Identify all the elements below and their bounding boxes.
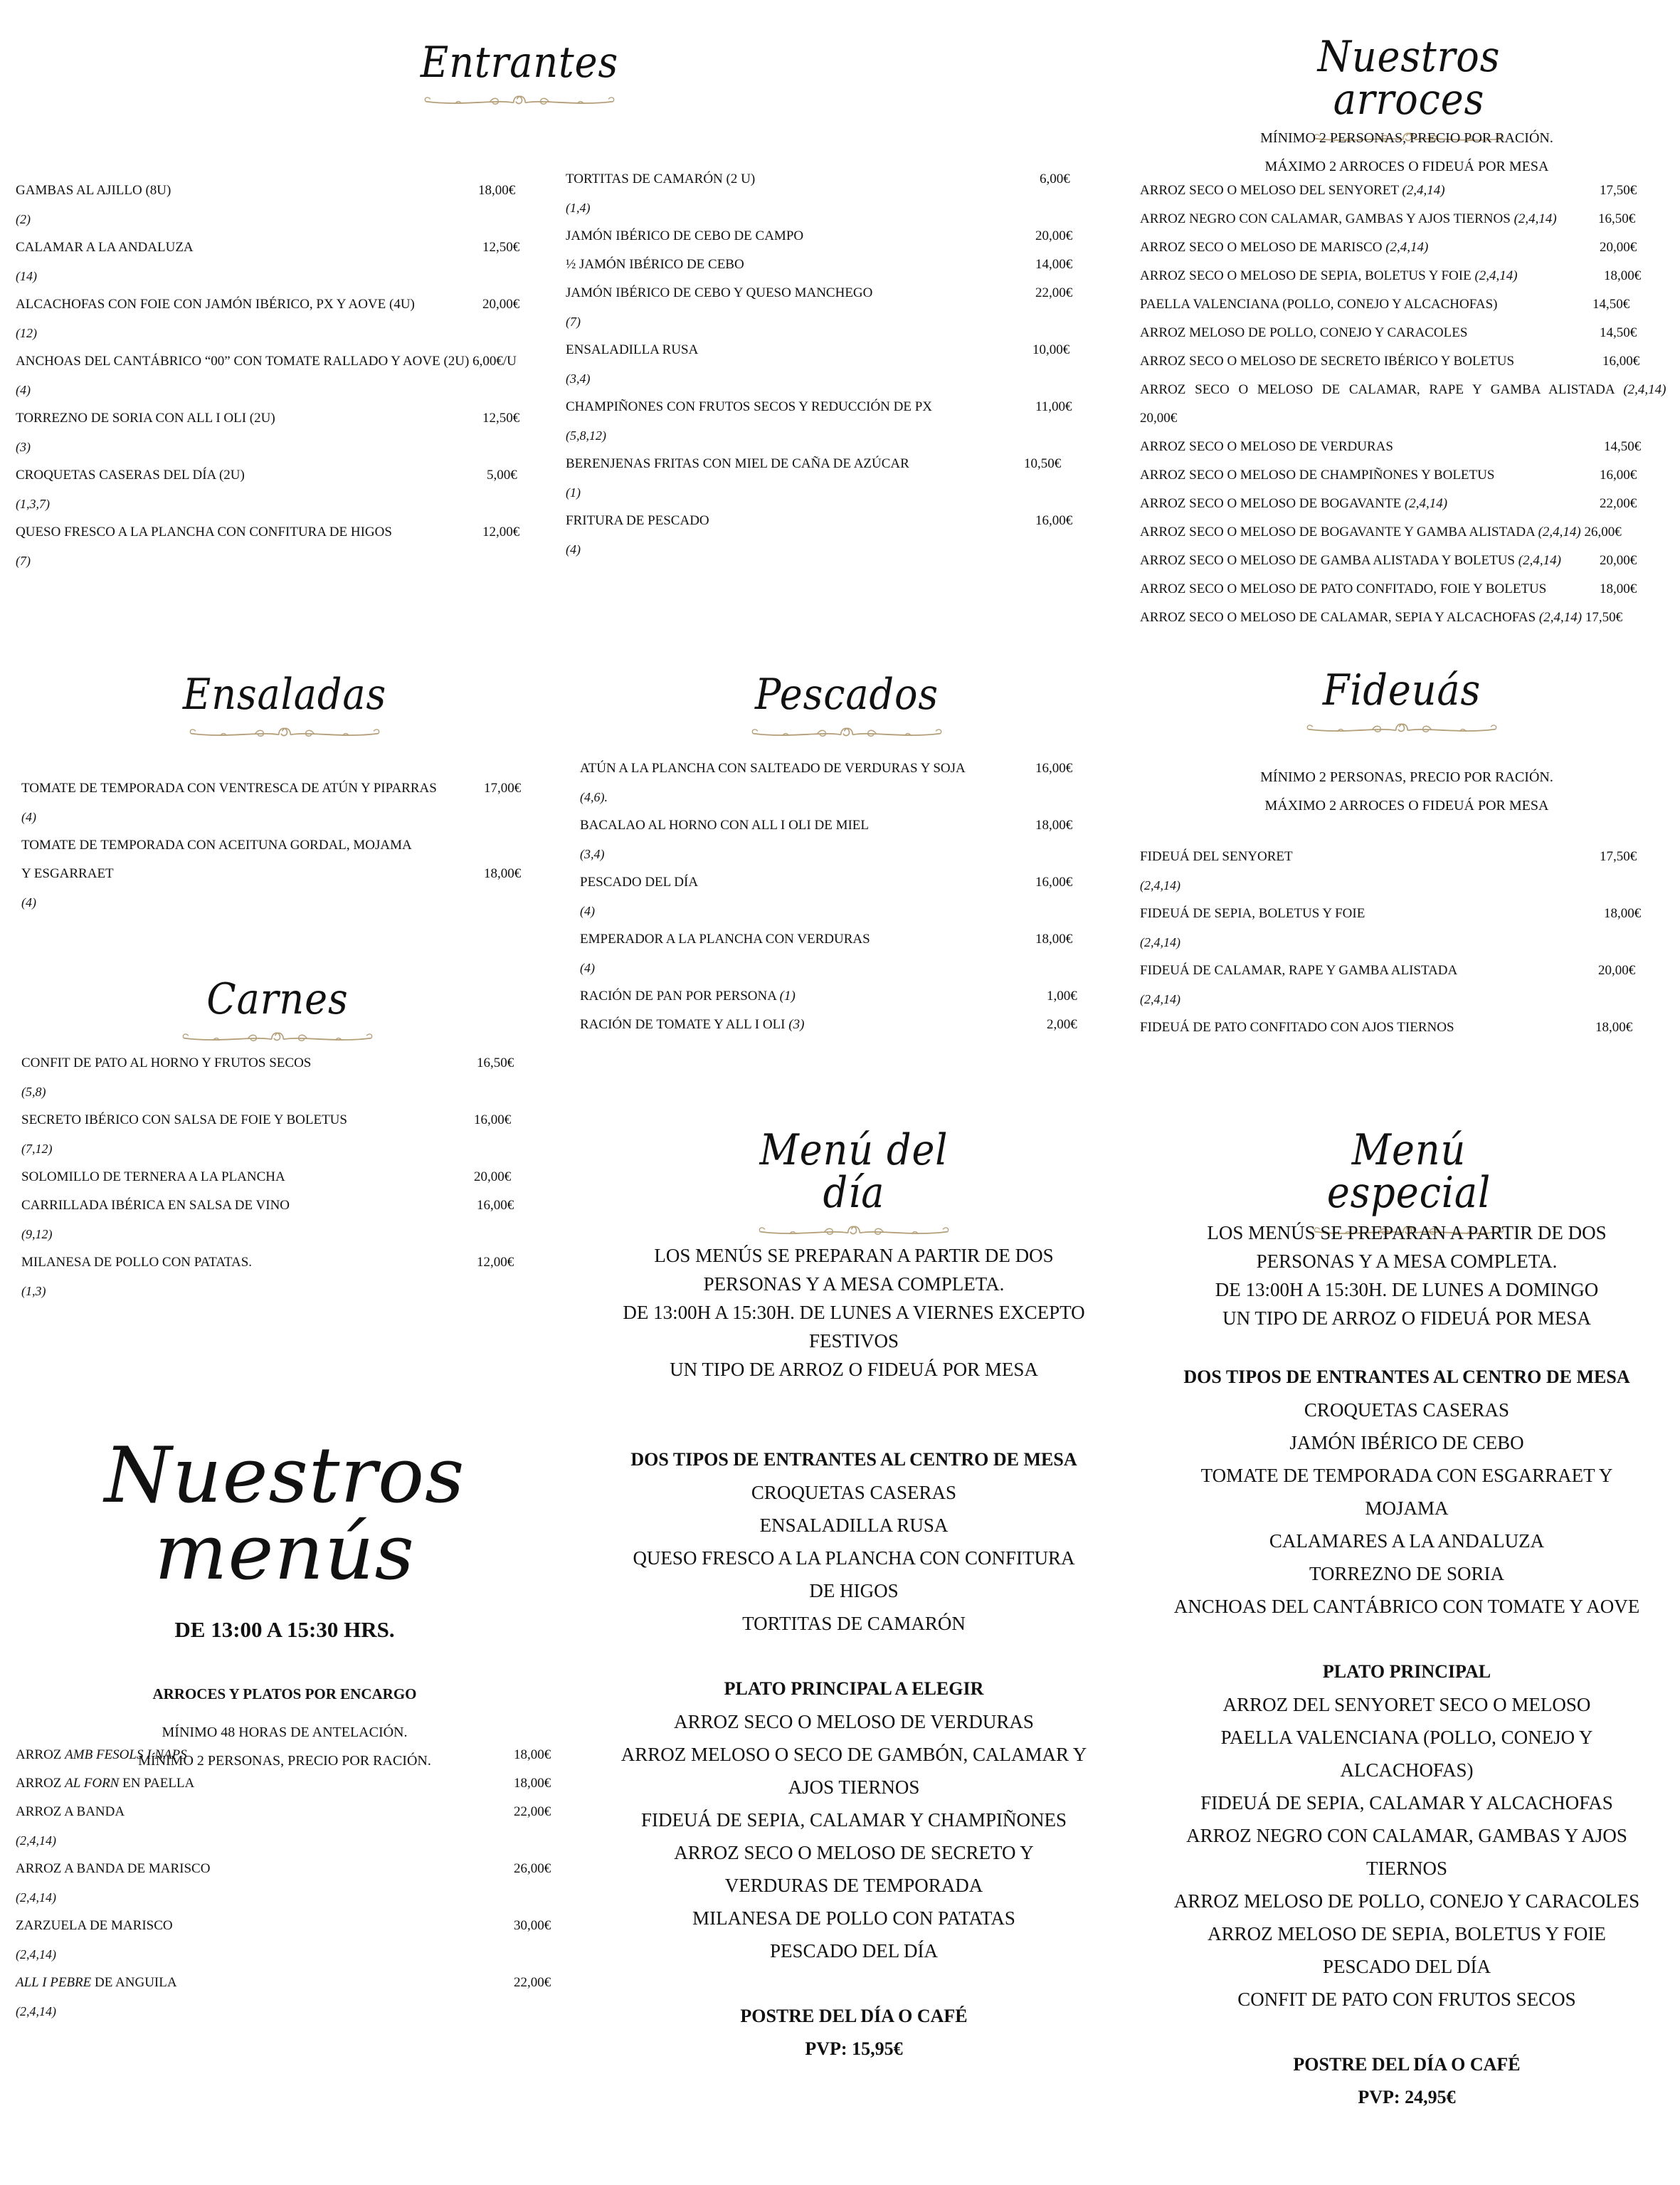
- menu-dia-title: Menú del día: [759, 1125, 949, 1218]
- nuestros-menus-hours: DE 13:00 A 15:30 HRS.: [174, 1617, 395, 1642]
- menu-especial-title: Menú especial: [1326, 1125, 1491, 1218]
- allergens: (2,4,14): [16, 1890, 56, 1905]
- allergens: (4): [580, 961, 595, 975]
- menu-item: ARROZ SECO O MELOSO DE CHAMPIÑONES Y BOLETUS 16,00€: [1140, 468, 1637, 483]
- menu-especial-body: LOS MENÚS SE PREPARAN A PARTIR DE DOS PERSONAS Y A MESA COMPLETA. DE 13:00H A 15:30H. DE LUNES A DOMINGO UN TIPO DE ARROZ O FIDEUÁ POR MESA DOS TIPOS DE ENTRANTES AL CENTRO DE MESA CROQUETAS CASERAS JAMÓN IBÉRICO DE CEBO TOMATE DE TEMPORADA CON ESGARRAET Y MOJAMA CALAMARES A LA ANDALUZA TORREZNO DE SORIA ANCHOAS DEL CANTÁBRICO CON TOMATE Y AOVE PLATO PRINCIPAL ARROZ DEL SENYORET SECO O MELOSO PAELLA VALENCIANA (POLLO, CONEJO Y ALCACHOFAS) FIDEUÁ DE SEPIA, CALAMAR Y ALCACHOFAS ARROZ NEGRO CON CALAMAR, GAMBAS Y AJOS TIERNOS ARROZ MELOSO DE POLLO, CONEJO Y CARACOLES ARROZ MELOSO DE SEPIA, BOLETUS Y FOIE PESCADO DEL DÍA CONFIT DE PATO CON FRUTOS SECOS POSTRE DEL DÍA O CAFÉ PVP: 24,95€: [1140, 1218, 1674, 2114]
- allergens: (4): [21, 895, 36, 910]
- menu-item: QUESO FRESCO A LA PLANCHA CON CONFITURA DE HIGOS 12,00€: [16, 525, 520, 539]
- menu-item: ARROZ MELOSO DE POLLO, CONEJO Y CARACOLES 14,50€: [1140, 325, 1637, 340]
- menu-item: ARROZ SECO O MELOSO DE CALAMAR, SEPIA Y ALCACHOFAS (2,4,14) 17,50€: [1140, 610, 1623, 625]
- menu-item: CHAMPIÑONES CON FRUTOS SECOS Y REDUCCIÓN DE PX 11,00€: [566, 399, 1072, 414]
- entrantes-col1: [16, 177, 542, 575]
- menu-item: ARROZ SECO O MELOSO DE BOGAVANTE (2,4,14) 22,00€: [1140, 496, 1637, 511]
- menu-item: ATÚN A LA PLANCHA CON SALTEADO DE VERDURAS Y SOJA 16,00€: [580, 761, 1073, 776]
- carnes-list: [21, 1049, 548, 1305]
- menu-item: BERENJENAS FRITAS CON MIEL DE CAÑA DE AZÚCAR 10,50€: [566, 456, 1062, 471]
- menu-item: ARROZ AL FORN EN PAELLA 18,00€: [16, 1776, 551, 1791]
- allergens: (3): [16, 440, 31, 454]
- arroces-list: [1140, 177, 1674, 632]
- pescados-heading: [726, 670, 968, 744]
- menu-item: TOMATE DE TEMPORADA CON VENTRESCA DE ATÚN Y PIPARRAS 17,00€: [21, 781, 522, 796]
- menu-item: FIDEUÁ DEL SENYORET 17,50€: [1140, 849, 1637, 864]
- encargo-title: ARROCES Y PLATOS POR ENCARGO: [152, 1685, 417, 1702]
- allergens: (1,3,7): [16, 497, 50, 511]
- menu-item: ANCHOAS DEL CANTÁBRICO “00” CON TOMATE RALLADO Y AOVE (2U) 6,00€/U: [16, 354, 517, 369]
- carnes-heading: [157, 974, 398, 1049]
- menu-dia-heading: [719, 1125, 989, 1243]
- menu-especial-entrantes-title: DOS TIPOS DE ENTRANTES AL CENTRO DE MESA: [1183, 1367, 1630, 1387]
- entrantes-title: Entrantes: [420, 38, 619, 88]
- menu-item: MILANESA DE POLLO CON PATATAS. 12,00€: [21, 1255, 514, 1270]
- menu-item: SECRETO IBÉRICO CON SALSA DE FOIE Y BOLETUS 16,00€: [21, 1112, 512, 1127]
- ornament-icon: [747, 720, 946, 744]
- allergens: (2,4,14): [1140, 992, 1180, 1006]
- menu-item-price: 20,00€: [1140, 411, 1178, 426]
- menu-item: ENSALADILLA RUSA 10,00€: [566, 342, 1070, 357]
- allergens: (2,4,14): [16, 1947, 56, 1962]
- allergens: (5,8): [21, 1085, 46, 1099]
- menu-item: ARROZ SECO O MELOSO DE BOGAVANTE Y GAMBA ALISTADA (2,4,14) 26,00€: [1140, 525, 1622, 539]
- menu-item: FIDEUÁ DE SEPIA, BOLETUS Y FOIE 18,00€: [1140, 906, 1642, 921]
- ensaladas-title: Ensaladas: [182, 670, 387, 720]
- allergens: (4): [21, 810, 36, 824]
- allergens: (4,6).: [580, 790, 608, 804]
- menu-dia-body: LOS MENÚS SE PREPARAN A PARTIR DE DOS PERSONAS Y A MESA COMPLETA. DE 13:00H A 15:30H. DE LUNES A VIERNES EXCEPTO FESTIVOS UN TIPO DE ARROZ O FIDEUÁ POR MESA DOS TIPOS DE ENTRANTES AL CENTRO DE MESA CROQUETAS CASERAS ENSALADILLA RUSA QUESO FRESCO A LA PLANCHA CON CONFITURA DE HIGOS TORTITAS DE CAMARÓN PLATO PRINCIPAL A ELEGIR ARROZ SECO O MELOSO DE VERDURAS ARROZ MELOSO O SECO DE GAMBÓN, CALAMAR Y AJOS TIERNOS FIDEUÁ DE SEPIA, CALAMAR Y CHAMPIÑONES ARROZ SECO O MELOSO DE SECRETO Y VERDURAS DE TEMPORADA MILANESA DE POLLO CON PATATAS PESCADO DEL DÍA POSTRE DEL DÍA O CAFÉ PVP: 15,95€: [573, 1241, 1135, 2065]
- allergens: (3,4): [566, 372, 591, 386]
- menu-dia-entrantes-title: DOS TIPOS DE ENTRANTES AL CENTRO DE MESA: [630, 1449, 1077, 1470]
- allergens: (2,4,14): [16, 2004, 56, 2018]
- encargo-list: [16, 1741, 556, 2026]
- menu-item: ARROZ SECO O MELOSO DE VERDURAS 14,50€: [1140, 439, 1642, 454]
- menu-item: EMPERADOR A LA PLANCHA CON VERDURAS 18,00€: [580, 932, 1073, 947]
- allergens: (5,8,12): [566, 428, 606, 443]
- menu-item: ARROZ SECO O MELOSO DE PATO CONFITADO, FOIE Y BOLETUS 18,00€: [1140, 581, 1637, 596]
- allergens: (2,4,14): [1140, 935, 1180, 949]
- ornament-icon: [420, 88, 619, 112]
- menu-item: PESCADO DEL DÍA 16,00€: [580, 875, 1073, 890]
- menu-especial-postre: POSTRE DEL DÍA O CAFÉ: [1293, 2054, 1521, 2075]
- allergens: (7,12): [21, 1142, 53, 1156]
- menu-dia-postre: POSTRE DEL DÍA O CAFÉ: [740, 2006, 968, 2026]
- menu-item: ARROZ SECO O MELOSO DEL SENYORET (2,4,14) 17,50€: [1140, 183, 1637, 198]
- menu-item: ARROZ SECO O MELOSO DE CALAMAR, RAPE Y GAMBA ALISTADA (2,4,14): [1140, 382, 1666, 397]
- menu-dia-pvp: PVP: 15,95€: [805, 2038, 903, 2059]
- arroces-title: Nuestros arroces: [1317, 32, 1501, 125]
- allergens: (7): [16, 554, 31, 568]
- fideuas-list: [1140, 843, 1674, 1042]
- allergens: (3,4): [580, 847, 605, 861]
- menu-item: ARROZ A BANDA DE MARISCO 26,00€: [16, 1861, 551, 1876]
- menu-item: PAELLA VALENCIANA (POLLO, CONEJO Y ALCACHOFAS) 14,50€: [1140, 297, 1630, 312]
- menu-item: FIDEUÁ DE PATO CONFITADO CON AJOS TIERNOS 18,00€: [1140, 1020, 1633, 1035]
- allergens: (1,4): [566, 201, 591, 215]
- allergens: (4): [580, 904, 595, 918]
- fideuas-title: Fideuás: [1322, 665, 1481, 715]
- arroces-notes: MÍNIMO 2 PERSONAS, PRECIO POR RACIÓN. MÁXIMO 2 ARROCES O FIDEUÁ POR MESA: [1260, 130, 1553, 174]
- menu-item: ARROZ NEGRO CON CALAMAR, GAMBAS Y AJOS TIERNOS (2,4,14) 16,50€: [1140, 211, 1636, 226]
- pescados-title: Pescados: [754, 670, 939, 720]
- menu-item: CARRILLADA IBÉRICA EN SALSA DE VINO 16,00€: [21, 1198, 514, 1213]
- menu-item: JAMÓN IBÉRICO DE CEBO Y QUESO MANCHEGO 22,00€: [566, 285, 1073, 300]
- menu-item: ARROZ SECO O MELOSO DE GAMBA ALISTADA Y BOLETUS (2,4,14) 20,00€: [1140, 553, 1637, 568]
- menu-item: GAMBAS AL AJILLO (8U) 18,00€: [16, 183, 516, 198]
- ornament-icon: [754, 1218, 953, 1243]
- allergens: (12): [16, 326, 37, 340]
- menu-item: TORREZNO DE SORIA CON ALL I OLI (2U) 12,50€: [16, 411, 520, 426]
- menu-item: ARROZ SECO O MELOSO DE MARISCO (2,4,14) 20,00€: [1140, 240, 1637, 255]
- menu-item: ARROZ SECO O MELOSO DE SECRETO IBÉRICO Y BOLETUS 16,00€: [1140, 354, 1640, 369]
- carnes-title: Carnes: [206, 974, 349, 1024]
- menu-item: ALCACHOFAS CON FOIE CON JAMÓN IBÉRICO, PX Y AOVE (4U) 20,00€: [16, 297, 520, 312]
- fideuas-heading: [1281, 665, 1523, 740]
- allergens: (2): [16, 212, 31, 226]
- allergens: (9,12): [21, 1227, 53, 1241]
- menu-especial-principal-title: PLATO PRINCIPAL: [1322, 1661, 1491, 1682]
- nuestros-menus-heading: Nuestros menús DE 13:00 A 15:30 HRS. ARROCES Y PLATOS POR ENCARGO MÍNIMO 48 HORAS DE ANTELACIÓN. MÍNIMO 2 PERSONAS, PRECIO POR RACIÓN.: [21, 1438, 548, 1775]
- menu-item: FIDEUÁ DE CALAMAR, RAPE Y GAMBA ALISTADA 20,00€: [1140, 963, 1636, 978]
- menu-especial-pvp: PVP: 24,95€: [1358, 2087, 1456, 2107]
- allergens: (7): [566, 315, 581, 329]
- menu-item: RACIÓN DE TOMATE Y ALL I OLI (3) 2,00€: [580, 1017, 1077, 1032]
- menu-item: Y ESGARRAET 18,00€: [21, 866, 522, 881]
- ornament-icon: [185, 720, 384, 744]
- allergens: (1,3): [21, 1284, 46, 1298]
- menu-item: TOMATE DE TEMPORADA CON ACEITUNA GORDAL, MOJAMA: [21, 838, 412, 853]
- ensaladas-list: [21, 774, 548, 917]
- menu-item: TORTITAS DE CAMARÓN (2 U) 6,00€: [566, 172, 1070, 186]
- allergens: (2,4,14): [1140, 878, 1180, 893]
- menu-item: CROQUETAS CASERAS DEL DÍA (2U) 5,00€: [16, 468, 517, 483]
- nuestros-menus-title: Nuestros menús: [104, 1431, 465, 1597]
- menu-item: CONFIT DE PATO AL HORNO Y FRUTOS SECOS 16,50€: [21, 1055, 514, 1070]
- pescados-list: [580, 754, 1106, 1039]
- allergens: (1): [566, 485, 581, 500]
- allergens: (14): [16, 269, 37, 283]
- allergens: (4): [16, 383, 31, 397]
- allergens: (4): [566, 542, 581, 557]
- entrantes-col2: [566, 165, 1092, 564]
- menu-item: RACIÓN DE PAN POR PERSONA (1) 1,00€: [580, 989, 1077, 1004]
- ensaladas-heading: [164, 670, 406, 744]
- ornament-icon: [178, 1025, 377, 1049]
- menu-item: ARROZ SECO O MELOSO DE SEPIA, BOLETUS Y FOIE (2,4,14) 18,00€: [1140, 268, 1642, 283]
- menu-item: ALL I PEBRE DE ANGUILA 22,00€: [16, 1975, 551, 1990]
- menu-item: SOLOMILLO DE TERNERA A LA PLANCHA 20,00€: [21, 1169, 512, 1184]
- menu-item: ½ JAMÓN IBÉRICO DE CEBO 14,00€: [566, 257, 1073, 272]
- menu-item: ARROZ AMB FESOLS I NAPS 18,00€: [16, 1747, 551, 1762]
- menu-item: FRITURA DE PESCADO 16,00€: [566, 513, 1073, 528]
- menu-item: JAMÓN IBÉRICO DE CEBO DE CAMPO 20,00€: [566, 228, 1073, 243]
- ornament-icon: [1302, 716, 1501, 740]
- fideuas-notes: MÍNIMO 2 PERSONAS, PRECIO POR RACIÓN. MÁXIMO 2 ARROCES O FIDEUÁ POR MESA: [1260, 769, 1553, 814]
- entrantes-heading: [398, 38, 640, 112]
- menu-item: ARROZ A BANDA 22,00€: [16, 1804, 551, 1819]
- allergens: (2,4,14): [16, 1833, 56, 1848]
- menu-item: BACALAO AL HORNO CON ALL I OLI DE MIEL 18,00€: [580, 818, 1073, 833]
- menu-item: ZARZUELA DE MARISCO 30,00€: [16, 1918, 551, 1933]
- menu-dia-principal-title: PLATO PRINCIPAL A ELEGIR: [724, 1678, 984, 1699]
- menu-item: CALAMAR A LA ANDALUZA 12,50€: [16, 240, 520, 255]
